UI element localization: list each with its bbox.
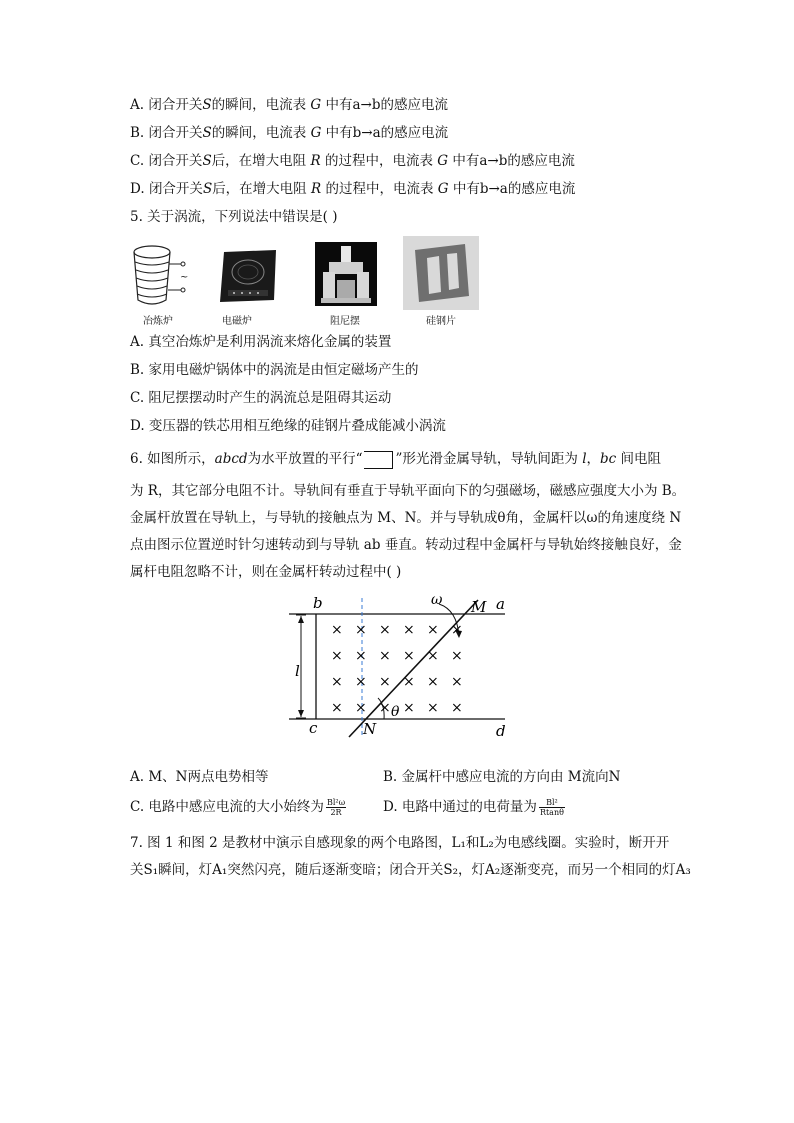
q4-option-d: D. 闭合开关S后，在增大电阻 R 的过程中，电流表 G 中有b→a的感应电流 — [130, 181, 576, 197]
caption-steel: 硅钢片 — [426, 316, 456, 327]
field-cross: × — [379, 622, 391, 638]
field-cross: × — [355, 700, 367, 716]
field-cross: × — [451, 700, 463, 716]
q7-stem-line2: 关S₁瞬间，灯A₁突然闪亮，随后逐渐变暗；闭合开关S₂，灯A₂逐渐变亮，而另一个相同的灯A₃ — [130, 862, 691, 878]
q5-option-c: C. 阻尼摆摆动时产生的涡流总是阻碍其运动 — [130, 390, 392, 406]
furnace-image — [128, 240, 198, 310]
field-cross: × — [355, 674, 367, 690]
svg-text:~: ~ — [180, 272, 189, 283]
q6-option-d: D. 电路中通过的电荷量为 $\frac{\text{Bl²}}{Rtan\theta}$ — [383, 798, 564, 817]
fraction-c: $\frac{\text{Bl²ω}}{2R}$ — [326, 798, 346, 817]
field-cross: × — [451, 648, 463, 664]
field-cross: × — [379, 648, 391, 664]
caption-cooker: 电磁炉 — [222, 316, 252, 327]
q5-option-d: D. 变压器的铁芯用相互绝缘的硅钢片叠成能减小涡流 — [130, 418, 446, 434]
field-cross: × — [403, 622, 415, 638]
induction-cooker-image — [218, 248, 280, 306]
field-cross: × — [427, 622, 439, 638]
field-cross: × — [403, 700, 415, 716]
q5-option-a: A. 真空冶炼炉是利用涡流来熔化金属的装置 — [130, 334, 392, 350]
label-M: M — [471, 598, 487, 616]
field-cross: × — [451, 674, 463, 690]
field-cross: × — [403, 648, 415, 664]
q6-stem-line2: 为 R，其它部分电阻不计。导轨间有垂直于导轨平面向下的匀强磁场，磁感应强度大小为 B。 — [130, 483, 686, 499]
field-cross: × — [379, 700, 391, 716]
q4-option-b: B. 闭合开关S的瞬间，电流表 G 中有b→a的感应电流 — [130, 125, 449, 141]
label-d: d — [496, 722, 506, 740]
silicon-steel-image — [403, 236, 479, 310]
rail-figure — [285, 592, 525, 742]
field-cross: × — [331, 700, 343, 716]
label-b: b — [313, 594, 323, 612]
q5-stem: 5. 关于涡流，下列说法中错误是( ) — [130, 209, 338, 225]
label-c: c — [309, 719, 318, 737]
label-a: a — [496, 595, 505, 613]
q4-option-a: A. 闭合开关S的瞬间，电流表 G 中有a→b的感应电流 — [130, 97, 448, 113]
field-cross: × — [403, 674, 415, 690]
field-cross: × — [427, 648, 439, 664]
field-cross: × — [379, 674, 391, 690]
q6-stem-line5: 属杆电阻忽略不计，则在金属杆转动过程中( ) — [130, 564, 402, 580]
label-l: l — [295, 662, 300, 680]
field-cross: × — [355, 622, 367, 638]
field-cross: × — [331, 674, 343, 690]
q6-option-a: A. M、N两点电势相等 — [130, 769, 269, 785]
field-cross: × — [331, 648, 343, 664]
field-cross: × — [427, 674, 439, 690]
bracket-shape-icon — [364, 451, 393, 469]
fraction-d: $\frac{\text{Bl²}}{Rtan\theta}$ — [539, 798, 564, 817]
field-cross: × — [427, 700, 439, 716]
field-cross: × — [355, 648, 367, 664]
q6-stem-line4: 点由图示位置逆时针匀速转动到与导轨 ab 垂直。转动过程中金属杆与导轨始终接触良好，金 — [130, 537, 682, 553]
field-cross: × — [331, 622, 343, 638]
q6-option-b: B. 金属杆中感应电流的方向由 M流向N — [383, 769, 621, 785]
field-cross: × — [451, 622, 463, 638]
label-omega: ω — [431, 592, 443, 608]
q5-option-b: B. 家用电磁炉锅体中的涡流是由恒定磁场产生的 — [130, 362, 419, 378]
caption-furnace: 冶炼炉 — [143, 316, 173, 327]
label-N: N — [363, 720, 377, 738]
q7-stem-line1: 7. 图 1 和图 2 是教材中演示自感现象的两个电路图，L₁和L₂为电感线圈。实验时，断开开 — [130, 835, 670, 851]
metal-rod — [349, 600, 478, 737]
q6-option-c: C. 电路中感应电流的大小始终为 $\frac{\text{Bl²ω}}{2R}$ — [130, 798, 346, 817]
q4-option-c: C. 闭合开关S后，在增大电阻 R 的过程中，电流表 G 中有a→b的感应电流 — [130, 153, 575, 169]
q6-stem-line1: 6. 如图所示，abcd为水平放置的平行“ ”形光滑金属导轨，导轨间距为 l，bc 间电阻 — [130, 451, 662, 467]
damped-pendulum-image — [315, 242, 377, 306]
q6-stem-line3: 金属杆放置在导轨上，与导轨的接触点为 M、N。并与导轨成θ角，金属杆以ω的角速度绕 N — [130, 510, 682, 526]
label-theta: θ — [391, 704, 400, 720]
caption-pendulum: 阻尼摆 — [330, 316, 360, 327]
